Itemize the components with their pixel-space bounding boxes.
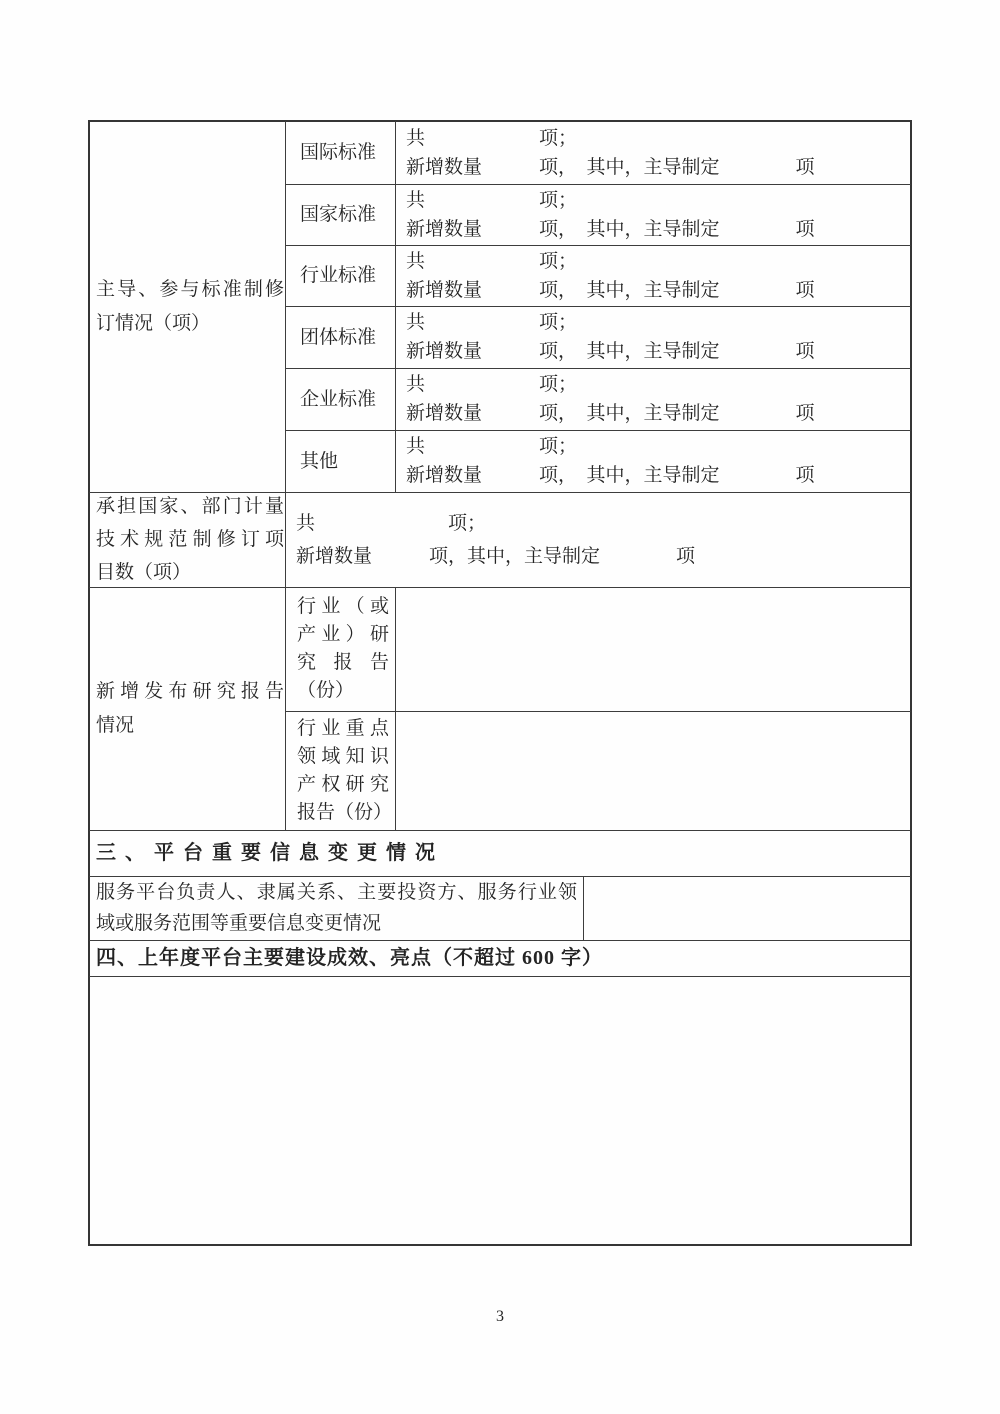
report-type-cell-ip (297, 711, 393, 830)
standard-type-cell (285, 306, 395, 368)
label-line: 域或服务范围等重要信息变更情况 (96, 913, 382, 934)
change-info-label (96, 876, 577, 940)
added-line: 新增数量 项， 其中，主导制定 项 (406, 341, 815, 362)
label-line: 产业）研 (297, 624, 389, 645)
page-number: 3 (496, 1308, 504, 1325)
report-value-cell-industry[interactable] (396, 587, 911, 711)
standard-type-label: 行业标准 (300, 265, 377, 286)
standard-type-label: 企业标准 (300, 388, 377, 410)
achievements-value-cell[interactable] (90, 977, 910, 1244)
label-line: （份） (297, 680, 355, 701)
added-line: 新增数量 项， 其中，主导制定 项 (406, 156, 815, 178)
standard-type-cell (285, 368, 395, 430)
metrology-content-cell[interactable] (286, 492, 906, 587)
standard-type-cell (285, 121, 395, 184)
label-line: 行业重点 (297, 717, 389, 739)
standard-type-label: 国际标准 (300, 142, 377, 163)
count-line: 共 项； (406, 250, 578, 272)
section4-header (96, 940, 886, 976)
added-line: 新增数量 项，其中，主导制定 项 (296, 545, 696, 567)
added-line: 新增数量 项， 其中，主导制定 项 (406, 403, 815, 424)
standard-content-cell[interactable] (395, 306, 911, 368)
count-line: 共 项； (406, 374, 578, 395)
label-line: 报告（份） (297, 801, 393, 823)
report-value-cell-ip[interactable] (396, 711, 911, 830)
count-line: 共 项； (406, 312, 578, 333)
label-line: 新增发布研究报告 (96, 680, 284, 702)
standard-type-cell (285, 245, 395, 306)
standard-type-label: 其他 (300, 450, 339, 472)
label-line: 服务平台负责人、隶属关系、主要投资方、服务行业领 (96, 882, 577, 903)
report-type-cell-industry (297, 587, 389, 711)
metrology-label-cell (96, 492, 284, 587)
label-line: 承担国家、部门计量 (96, 496, 284, 517)
standard-type-label: 国家标准 (300, 204, 377, 225)
standard-content-cell[interactable] (395, 430, 911, 492)
count-line: 共 项； (406, 127, 578, 149)
count-line: 共 项； (406, 436, 578, 457)
section3-header (96, 830, 886, 876)
label-line: 目数（项） (96, 562, 192, 583)
section4-header-text: 四、上年度平台主要建设成效、亮点（不超过 600 字） (96, 946, 603, 969)
label-line: 产权研究 (297, 773, 389, 795)
added-line: 新增数量 项， 其中，主导制定 项 (406, 279, 815, 301)
added-line: 新增数量 项， 其中，主导制定 项 (406, 465, 815, 486)
section3-header-text: 三、平台重要信息变更情况 (96, 841, 444, 864)
standards-group-label (96, 121, 284, 492)
standard-type-cell (285, 430, 395, 492)
label-line: 究报告 (297, 652, 389, 673)
label-line: 主导、参与标准制修 (96, 278, 284, 300)
added-line: 新增数量 项， 其中，主导制定 项 (406, 218, 815, 240)
count-line: 共 项； (296, 512, 487, 534)
standard-type-cell (285, 184, 395, 245)
reports-group-label (96, 587, 284, 830)
count-line: 共 项； (406, 189, 578, 211)
label-line: 情况 (96, 714, 135, 736)
change-info-value-cell[interactable] (584, 876, 911, 940)
standard-content-cell[interactable] (395, 184, 911, 245)
label-line: 订情况（项） (96, 312, 211, 334)
standard-content-cell[interactable] (395, 245, 911, 306)
label-line: 技术规范制修订项 (96, 529, 284, 550)
label-line: 领域知识 (297, 745, 389, 767)
standard-type-label: 团体标准 (300, 326, 377, 348)
label-line: 行业（或 (297, 596, 389, 617)
standard-content-cell[interactable] (395, 368, 911, 430)
standard-content-cell[interactable] (395, 121, 911, 184)
